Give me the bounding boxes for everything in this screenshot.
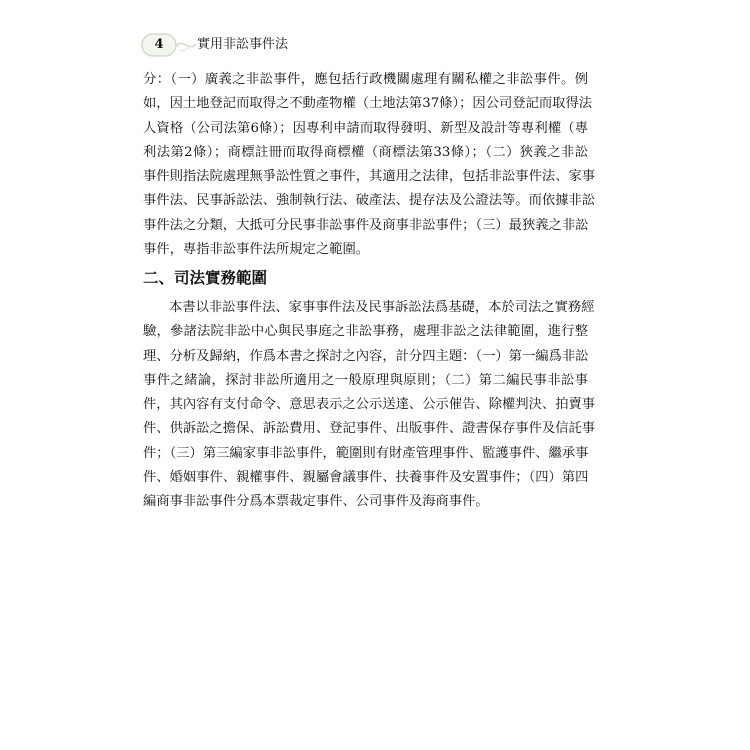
book-title: 實用非訟事件法: [197, 37, 289, 52]
text-line: 理、分析及歸納，作爲本書之探討之內容，計分四主題：（一）第一編爲非訟: [143, 348, 589, 364]
section-heading: 二、司法實務範圍: [143, 269, 268, 287]
text-line: 驗，參諸法院非訟中心與民事庭之非訟事務，處理非訟之法律範圍，進行整: [143, 324, 588, 340]
body-paragraph-2: [143, 296, 596, 515]
page-number: 4: [154, 37, 164, 52]
text-line: 事件則指法院處理無爭訟性質之事件，其適用之法律，包括非訟事件法、家事: [143, 169, 596, 185]
text-line: 事件法、民事訴訟法、強制執行法、破產法、提存法及公證法等。而依據非訟: [143, 193, 596, 209]
running-header: [140, 32, 340, 62]
text-line: 人資格（公司法第6條）；因專利申請而取得發明、新型及設計等專利權（專: [143, 120, 588, 136]
text-line: 事件，專指非訟事件法所規定之範圍。: [143, 242, 370, 258]
text-line: 件，其內容有支付命令、意思表示之公示送達、公示催告、除權判決、拍賣事: [143, 397, 596, 413]
text-line: 事件之緒論，探討非訟所適用之一般原理與原則；（二）第二編民事非訟事: [143, 372, 588, 388]
text-line: 件、婚姻事件、親權事件、親屬會議事件、扶養事件及安置事件；（四）第四: [143, 470, 589, 486]
text-line: 件、供訴訟之擔保、訴訟費用、登記事件、出版事件、證書保存事件及信託事: [143, 421, 596, 437]
text-line: 事件法之分類，大抵可分民事非訟事件及商事非訟事件；（三）最狹義之非訟: [143, 217, 589, 233]
text-line: 件；（三）第三編家事非訟事件，範圍則有財產管理事件、監護事件、繼承事: [143, 445, 589, 461]
text-line: 如，因土地登記而取得之不動產物權（土地法第37條）；因公司登記而取得法: [143, 96, 593, 112]
text-line: 編商事非訟事件分爲本票裁定事件、公司事件及海商事件。: [143, 494, 489, 510]
text-line: 本書以非訟事件法、家事事件法及民事訴訟法爲基礎，本於司法之實務經: [169, 300, 595, 315]
body-paragraph-1: [143, 68, 596, 262]
text-line: 分：（一）廣義之非訟事件，應包括行政機關處理有關私權之非訟事件。例: [143, 72, 588, 87]
text-line: 利法第2條）；商標註冊而取得商標權（商標法第33條）；（二）狹義之非訟: [143, 144, 588, 160]
